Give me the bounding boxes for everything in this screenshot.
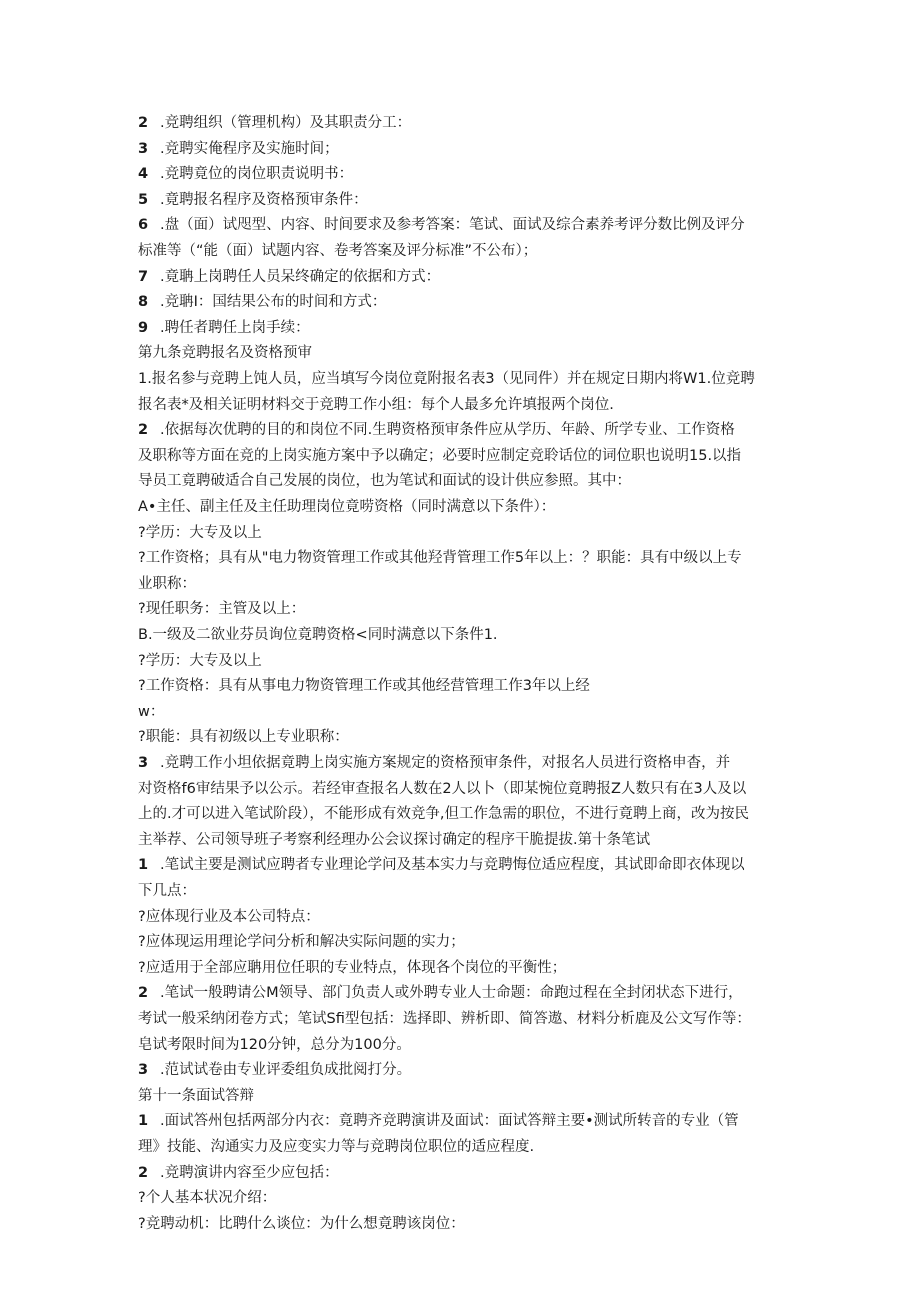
text-line (138, 855, 745, 875)
text-line (138, 753, 730, 773)
item-number: 6 (138, 217, 149, 234)
text-line (138, 139, 339, 159)
text-line (138, 983, 743, 1003)
line-text: 及职称等方面在竞的上岗实施方案中予以确定；必要时应制定竞聆话位的词位职也说明15.以指 (138, 447, 742, 464)
text-line (138, 651, 262, 671)
item-number: 7 (138, 268, 149, 285)
item-number: 9 (138, 319, 149, 336)
text-line (138, 727, 349, 747)
line-text: 导员工竟聘破适合自己发展的岗位，也为笔试和面试的设计供应参照。其中： (138, 473, 631, 490)
text-line (138, 164, 353, 184)
item-number: 2 (138, 1164, 149, 1181)
line-text: .范试试卷由专业评委组负成批阅打分。 (160, 1062, 412, 1079)
line-text: .聘任者聘任上岗手续： (160, 319, 310, 336)
line-text: 1.报名参与竞聘上饨人员，应当填写今岗位竟附报名表3（见同件）并在规定日期内将W1.位竞聘 (138, 371, 755, 387)
item-number: 1 (138, 1113, 149, 1130)
text-line (138, 369, 755, 389)
text-line (138, 676, 590, 696)
text-line (138, 1035, 411, 1055)
text-line (138, 548, 742, 568)
line-text: .竟聘报名程序及资格预审条件： (160, 191, 368, 208)
line-text: ?学历：大专及以上 (138, 652, 262, 669)
item-number: 3 (138, 140, 149, 157)
text-line (138, 113, 411, 133)
text-line (138, 420, 735, 440)
line-text: B.一级及二欲业芬员询位竟聘资格<同时满意以下条件1. (138, 627, 498, 643)
line-text: .竞聘工作小坦依据竟聘上岗实施方案规定的资格预审条件，对报名人员进行资格申杳，并 (160, 755, 731, 771)
text-line (138, 907, 320, 927)
line-text: 第十一条面试答辩 (138, 1087, 254, 1104)
text-line (138, 625, 498, 645)
line-text: .竞聘竟位的岗位职责说明书： (160, 166, 354, 183)
text-line (138, 395, 614, 415)
line-text: ?职能：具有初级以上专业职称： (138, 729, 349, 746)
item-number: 8 (138, 294, 149, 311)
line-text: 业职称： (138, 575, 196, 592)
text-line (138, 1163, 339, 1183)
line-text: ?工作资格：具有从事电力物资管理工作或其他经营管理工作3年以上经 (138, 678, 590, 695)
text-line (138, 599, 305, 619)
item-number: 3 (138, 1062, 149, 1079)
line-text: 皂试考限时间为120分钟，总分为100分。 (138, 1036, 411, 1053)
line-text: .盘（面）试咫型、内容、时间要求及参考答案：笔试、面试及综合素养考评分数比例及评分 (160, 217, 745, 234)
item-number: 2 (138, 422, 149, 439)
item-number: 4 (138, 166, 149, 183)
text-line (138, 804, 749, 824)
text-line (138, 1214, 465, 1234)
line-text: 下几点： (138, 883, 196, 899)
line-text: .面试答州包括两部分内衣：竟聘齐竞聘演讲及面试：面试答辩主要•测试所转音的专业（管 (160, 1113, 739, 1130)
line-text: ?应适用于全部应聃用位任职的专业特点，体现各个岗位的平衡性； (138, 959, 567, 976)
text-line (138, 471, 631, 491)
text-line (138, 1009, 751, 1029)
line-text: 主举荐、公司领导班子考察利经理办公会议探讨确定的程序干脆提拔.第十条笔试 (138, 831, 651, 848)
line-text: 报名表*及相关证明材料交于竞聘工作小组：每个人最多允许填报两个岗位. (138, 396, 614, 413)
item-number: 5 (138, 191, 149, 208)
line-text: 考试一般采纳闭卷方式；笔试Sfi型包括：选择即、辨析即、简答遨、材料分析鹿及公文写作等： (138, 1011, 751, 1027)
line-text: .竞聘实俺程序及实施时间； (160, 140, 339, 157)
line-text: 对资格f6审结果予以公示。若经审查报名人数在2人以卜（即某惋位竟聘报Z人数只有在3人及以 (138, 780, 747, 797)
text-line (138, 343, 312, 363)
text-line (138, 932, 465, 952)
line-text: 标准等（“能（面）试题内容、卷考答案及评分标准”不公布）； (138, 243, 538, 259)
line-text: ?工作资格；具有从"电力物资管理工作或其他羟背管理工作5年以上：？职能：具有中级以上专 (138, 550, 742, 567)
text-line (138, 523, 262, 543)
line-text: ?现任职务：主管及以上： (138, 601, 306, 618)
line-text: ?应体现行业及本公司特点： (138, 908, 320, 925)
text-line (138, 702, 164, 722)
line-text: .竞聘演讲内容至少应包括： (160, 1164, 339, 1181)
line-text: 理》技能、沟通实力及应变实力等与竞聘岗位职位的适应程度. (138, 1139, 535, 1155)
line-text: .笔试主要是测试应聘者专业理论学问及基本实力与竞聘悔位适应程度，其试即命即衣体现以 (160, 857, 745, 874)
item-number: 1 (138, 857, 149, 874)
item-number: 2 (138, 985, 149, 1002)
text-line (138, 881, 196, 901)
item-number: 3 (138, 755, 149, 771)
text-line (138, 497, 555, 517)
line-text: w： (138, 703, 165, 720)
text-line (138, 318, 310, 338)
text-line (138, 830, 650, 850)
text-line (138, 446, 741, 466)
line-text: ?竞聘动机：比聘什么谈位：为什么想竟聘该岗位： (138, 1215, 465, 1232)
line-text: A•主任、副主任及主任助理岗位竟唠资格（同时满意以下条件）： (138, 499, 556, 515)
text-line (138, 1188, 276, 1208)
line-text: ?个人基本状况介绍： (138, 1190, 277, 1207)
line-text: .笔试一般聘请公M领导、部门负责人或外聘专业人士命题：命跑过程在全封闭状态下进行， (160, 985, 743, 1002)
line-text: 上的.才可以进入笔试阶段），不能形成有效竞争,但工作急需的职位，不进行竟聘上商，改为按民 (138, 806, 749, 823)
text-line (138, 267, 440, 287)
text-line (138, 1137, 534, 1157)
line-text: .竞聃I：国结果公布的时间和方式： (160, 294, 387, 311)
text-line (138, 1086, 254, 1106)
text-line (138, 215, 745, 235)
line-text: .竟聃上岗聘任人员呆终确定的依据和方式： (160, 268, 441, 285)
line-text: ?应体现运用理论学问分析和解决实际问题的实力； (138, 934, 465, 951)
text-line (138, 292, 386, 312)
text-line (138, 574, 196, 594)
text-line (138, 1060, 411, 1080)
text-line (138, 1111, 739, 1131)
text-line (138, 779, 746, 799)
line-text: .竞聘组织（管理机构）及其职责分工： (160, 115, 412, 131)
text-line (138, 190, 368, 210)
line-text: 第九条竞聘报名及资格预审 (138, 345, 312, 362)
text-line (138, 241, 537, 261)
item-number: 2 (138, 115, 149, 131)
line-text: ?学历：大专及以上 (138, 524, 262, 541)
text-line (138, 958, 566, 978)
line-text: .依据每次优聘的目的和岗位不同.生聘资格预审条件应从学历、年龄、所学专业、工作资格 (160, 422, 735, 439)
